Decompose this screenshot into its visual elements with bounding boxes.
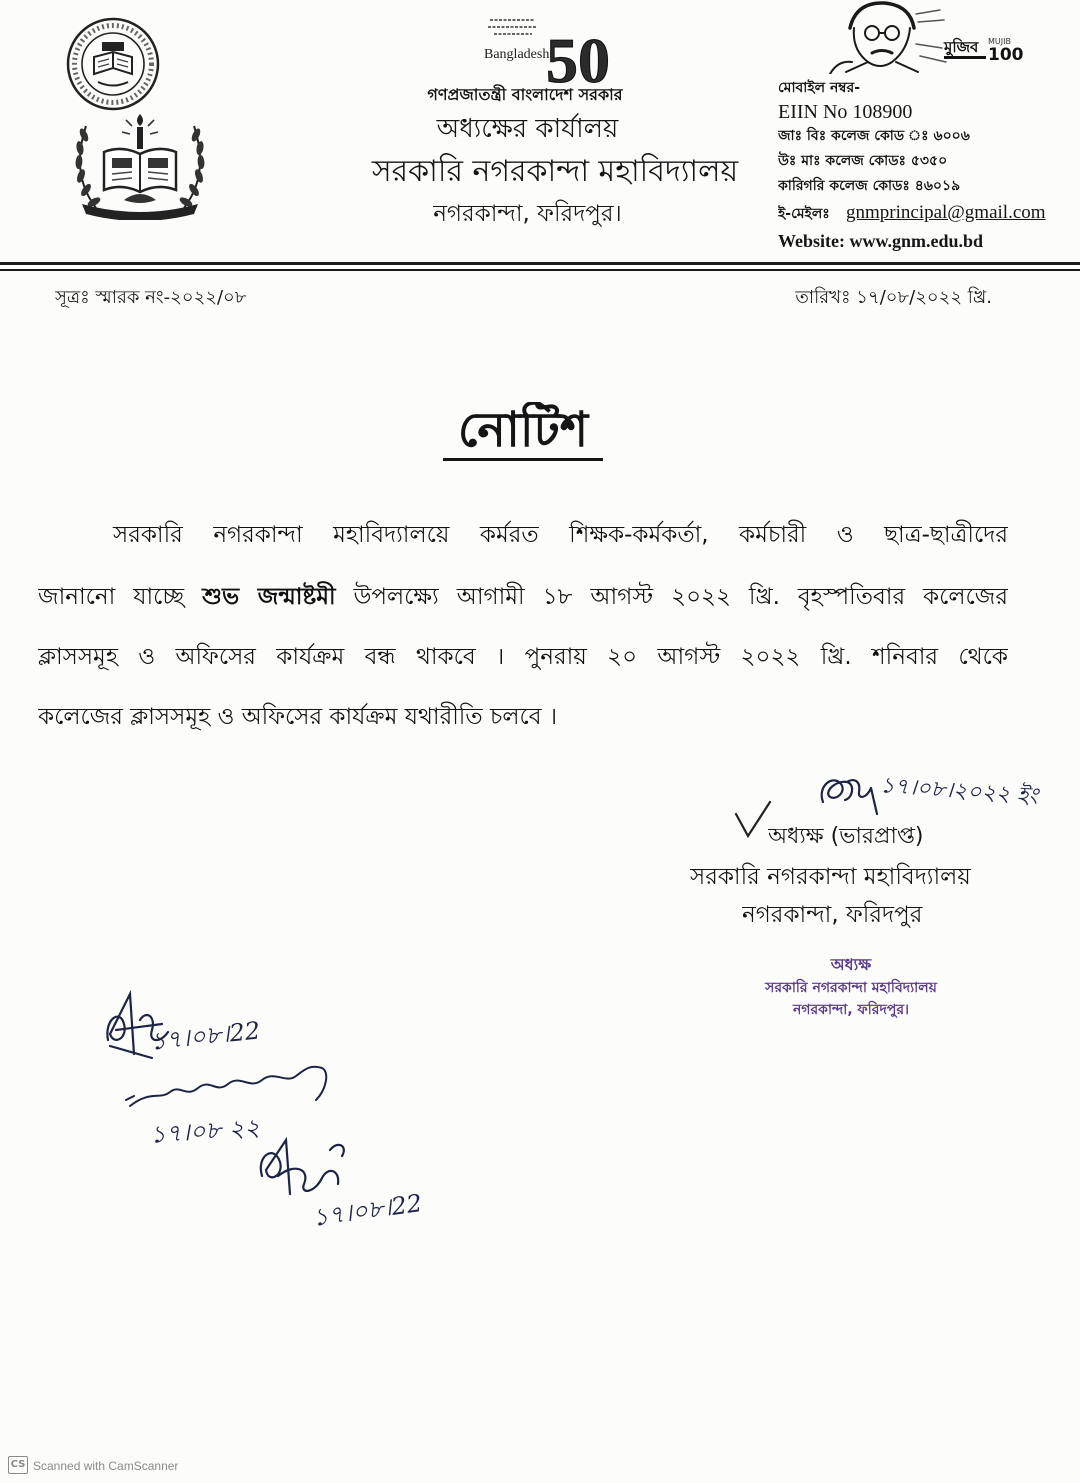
seal-book-emblem [94, 42, 132, 86]
endorsement-date: ১৭।০৮।22 [310, 1188, 424, 1232]
notice-body-line [38, 580, 1008, 614]
college-name: সরকারি নগরকান্দা মহাবিদ্যালয় [371, 154, 739, 189]
occasion-highlight: শুভ জন্মাষ্টমী [202, 584, 336, 610]
logo-mujib-latin-text: MUJIB [988, 37, 1011, 46]
open-book [104, 149, 176, 192]
notice-body-line: ক্লাসসমূহ ও অফিসের কার্যক্রম বন্ধ থাকবে । পুনরায় ২০ আগস্ট ২০২২ খ্রি. শনিবার থেকে [38, 644, 1008, 670]
notice-body-line: সরকারি নগরকান্দা মহাবিদ্যালয়ে কর্মরত শিক্ষক-কর্মকর্তা, কর্মচারী ও ছাত্র-ছাত্রীদের [113, 522, 1008, 548]
principal-signature [815, 768, 885, 824]
endorsement-date: ১৭।০৮ ২২ [149, 1113, 261, 1149]
notice-title: নোটিশ [443, 402, 603, 461]
contact-block [778, 76, 1074, 256]
memo-number: সূত্রঃ স্মারক নং-২০২২/০৮ [55, 287, 247, 308]
college-emblem-logo [64, 112, 216, 220]
logo-small-lettering [488, 20, 536, 34]
website: Website: www.gnm.edu.bd [778, 231, 984, 251]
body-text-segment: জানানো যাচ্ছে [38, 584, 185, 610]
email-address: gnmprincipal@gmail.com [846, 202, 1046, 223]
signatory-institution: সরকারি নগরকান্দা মহাবিদ্যালয় [690, 864, 971, 890]
bangladesh-50-logo [476, 12, 628, 88]
candle-flame [122, 114, 158, 149]
logo-mujib-underline [944, 56, 986, 59]
signatory-location: নগরকান্দা, ফরিদপুর [742, 902, 923, 928]
signatory-designation: অধ্যক্ষ (ভারপ্রাপ্ত) [768, 824, 924, 849]
body-text-segment: উপলক্ষ্যে আগামী ১৮ আগস্ট ২০২২ খ্রি. বৃহস্পতিবার কলেজের [353, 584, 1008, 610]
college-address: নগরকান্দা, ফরিদপুর। [433, 201, 622, 227]
technical-college-code: কারিগরি কলেজ কোডঃ ৪৬০১৯ [778, 178, 961, 194]
camscanner-logo: CS [8, 1456, 28, 1474]
email-label: ই-মেইলঃ [778, 206, 830, 222]
stamp-institution: সরকারি নগরকান্দা মহাবিদ্যালয় [765, 980, 937, 996]
logo-bangladesh-text: Bangladesh [484, 47, 550, 62]
logo-mujib-bengali-text: মুজিব [944, 38, 979, 56]
logo-50-numeral: 50 [546, 25, 610, 88]
header-divider-thin [0, 269, 1080, 271]
lotus-icon [124, 194, 156, 203]
mobile-number-label: মোবাইল নম্বর- [778, 80, 861, 96]
mujib-100-logo [828, 0, 1024, 74]
wreath-right [178, 126, 205, 208]
stamp-location: নগরকান্দা, ফরিদপুর। [792, 1002, 910, 1018]
header-divider-thick [0, 262, 1080, 265]
notice-date: তারিখঃ ১৭/০৮/২০২২ খ্রি. [795, 287, 992, 308]
endorsement-date: ১৭।০৮।22 [149, 1016, 262, 1056]
principal-stamp [738, 952, 964, 1024]
logo-100-numeral: 100 [988, 45, 1024, 65]
government-line: গণপ্রজাতন্ত্রী বাংলাদেশ সরকার [427, 85, 623, 104]
office-title: অধ্যক্ষের কার্যালয় [436, 114, 619, 144]
stamp-title: অধ্যক্ষ [830, 955, 872, 974]
endorsement-signature-2 [126, 1067, 326, 1106]
portrait-sketch [830, 3, 946, 74]
scanner-watermark: Scanned with CamScanner [33, 1459, 179, 1473]
wreath-left [75, 126, 102, 208]
email-row [778, 202, 1074, 228]
hsc-college-code: উঃ মাঃ কলেজ কোডঃ ৫৩৫০ [778, 153, 948, 169]
emblem-ribbon [82, 204, 198, 220]
college-seal-logo [64, 16, 162, 112]
notice-body-line: কলেজের ক্লাসসমূহ ও অফিসের কার্যক্রম যথারীতি চলবে । [38, 704, 558, 730]
signature-date: ১৭।০৮।২০২২ ইং [879, 773, 1039, 810]
nu-college-code: জাঃ বিঃ কলেজ কোড ঃ ৬০০৬ [778, 128, 970, 144]
endorsement-signature-3 [261, 1140, 344, 1194]
eiin-number: EIIN No 108900 [778, 101, 913, 123]
